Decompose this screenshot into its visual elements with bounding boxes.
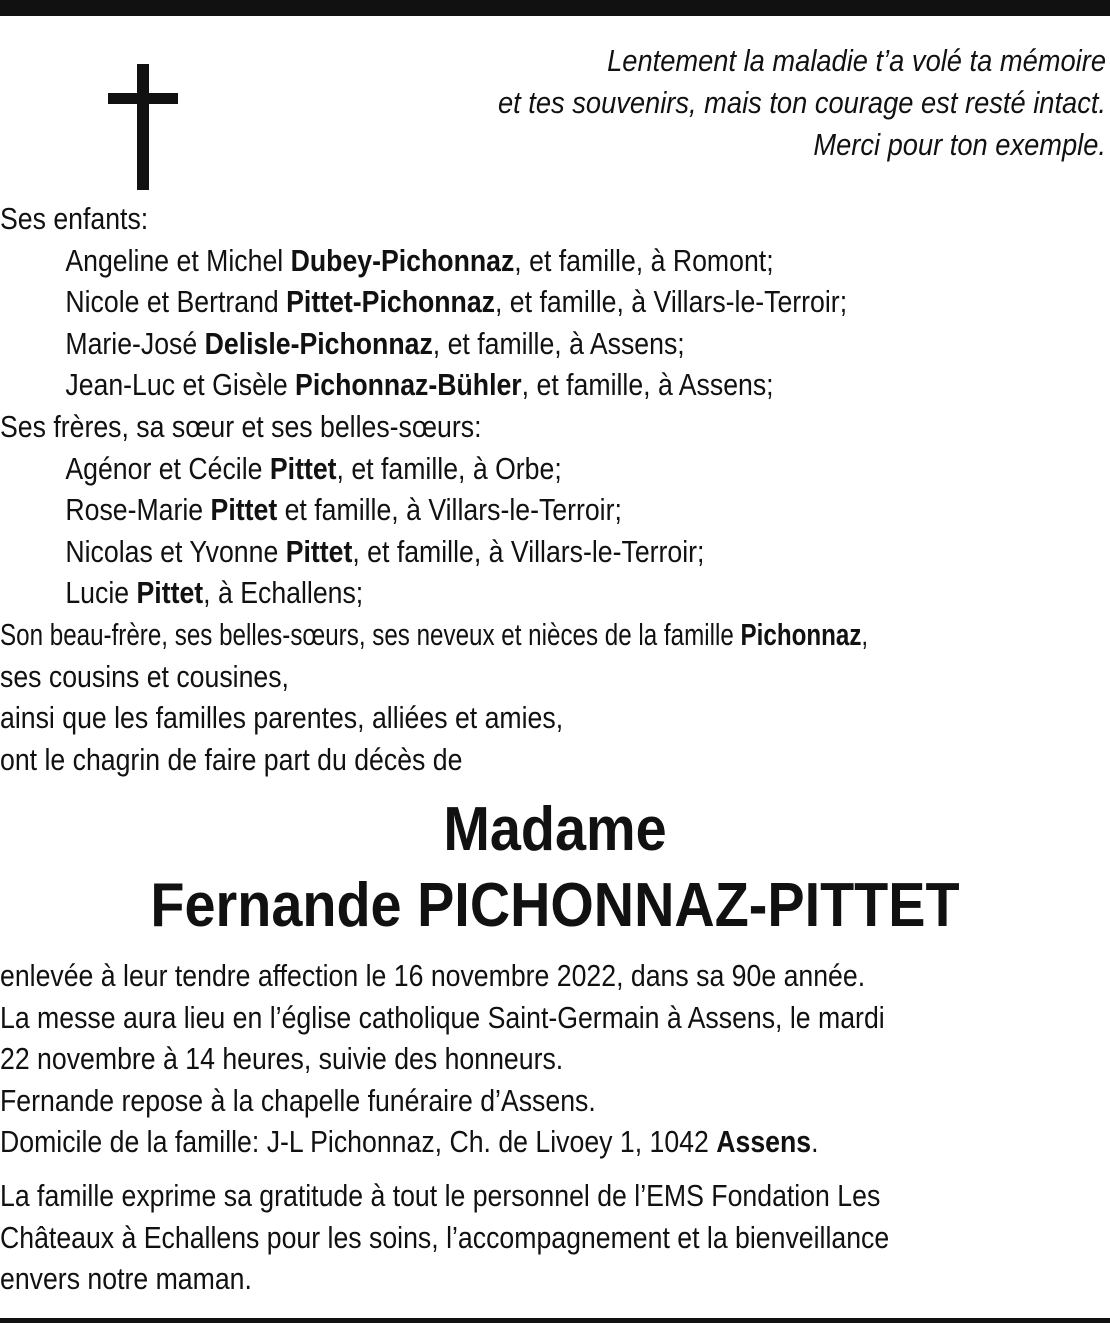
top-rule <box>0 0 1110 16</box>
deceased-title <box>0 792 1110 944</box>
epitaph-line: Merci pour ton exemple. <box>813 127 1106 162</box>
gratitude-line: envers notre maman. <box>0 1261 252 1297</box>
list-item: Agénor et Cécile Pittet, et famille, à Orbe; <box>65 450 562 486</box>
salutation: Madame <box>443 795 667 864</box>
family-list <box>0 198 1110 780</box>
detail-line: 22 novembre à 14 heures, suivie des honneurs. <box>0 1041 564 1077</box>
list-item: Jean-Luc et Gisèle Pichonnaz-Bühler, et famille, à Assens; <box>65 367 774 403</box>
detail-line: La messe aura lieu en l’église catholique Saint-Germain à Assens, le mardi <box>0 999 885 1035</box>
epitaph-line: Lentement la maladie t’a volé ta mémoire <box>607 43 1106 78</box>
closing-line: ont le chagrin de faire part du décès de <box>0 741 463 777</box>
details <box>0 955 1110 1300</box>
epitaph-line: et tes souvenirs, mais ton courage est resté intact. <box>497 85 1106 120</box>
extended-family-line: Son beau-frère, ses belles-sœurs, ses neveux et nièces de la famille Pichonnaz, <box>0 616 869 652</box>
gratitude-line: La famille exprime sa gratitude à tout le personnel de l’EMS Fondation Les <box>0 1177 881 1213</box>
list-item: Marie-José Delisle-Pichonnaz, et famille, à Assens; <box>65 325 685 361</box>
closing-line: ses cousins et cousines, <box>0 658 289 694</box>
children-heading: Ses enfants: <box>0 201 149 236</box>
detail-line: enlevée à leur tendre affection le 16 novembre 2022, dans sa 90e année. <box>0 958 866 993</box>
closing-line: ainsi que les familles parentes, alliées et amies, <box>0 700 564 736</box>
list-item: Lucie Pittet, à Echallens; <box>65 575 364 611</box>
epitaph <box>346 40 1106 166</box>
detail-line: Fernande repose à la chapelle funéraire d’Assens. <box>0 1082 596 1118</box>
deceased-name: Fernande PICHONNAZ-PITTET <box>150 871 960 940</box>
gratitude-line: Châteaux à Echallens pour les soins, l’accompagnement et la bienveillance <box>0 1219 890 1255</box>
siblings-heading: Ses frères, sa sœur et ses belles-sœurs: <box>0 408 482 444</box>
list-item: Angeline et Michel Dubey-Pichonnaz, et famille, à Romont; <box>65 242 774 278</box>
list-item: Nicole et Bertrand Pittet-Pichonnaz, et famille, à Villars-le-Terroir; <box>65 284 848 320</box>
list-item: Rose-Marie Pittet et famille, à Villars-le-Terroir; <box>65 492 622 528</box>
cross-icon <box>108 64 178 190</box>
bottom-rule <box>0 1318 1110 1323</box>
domicile-line: Domicile de la famille: J-L Pichonnaz, Ch. de Livoey 1, 1042 Assens. <box>0 1124 819 1160</box>
list-item: Nicolas et Yvonne Pittet, et famille, à Villars-le-Terroir; <box>65 533 705 569</box>
